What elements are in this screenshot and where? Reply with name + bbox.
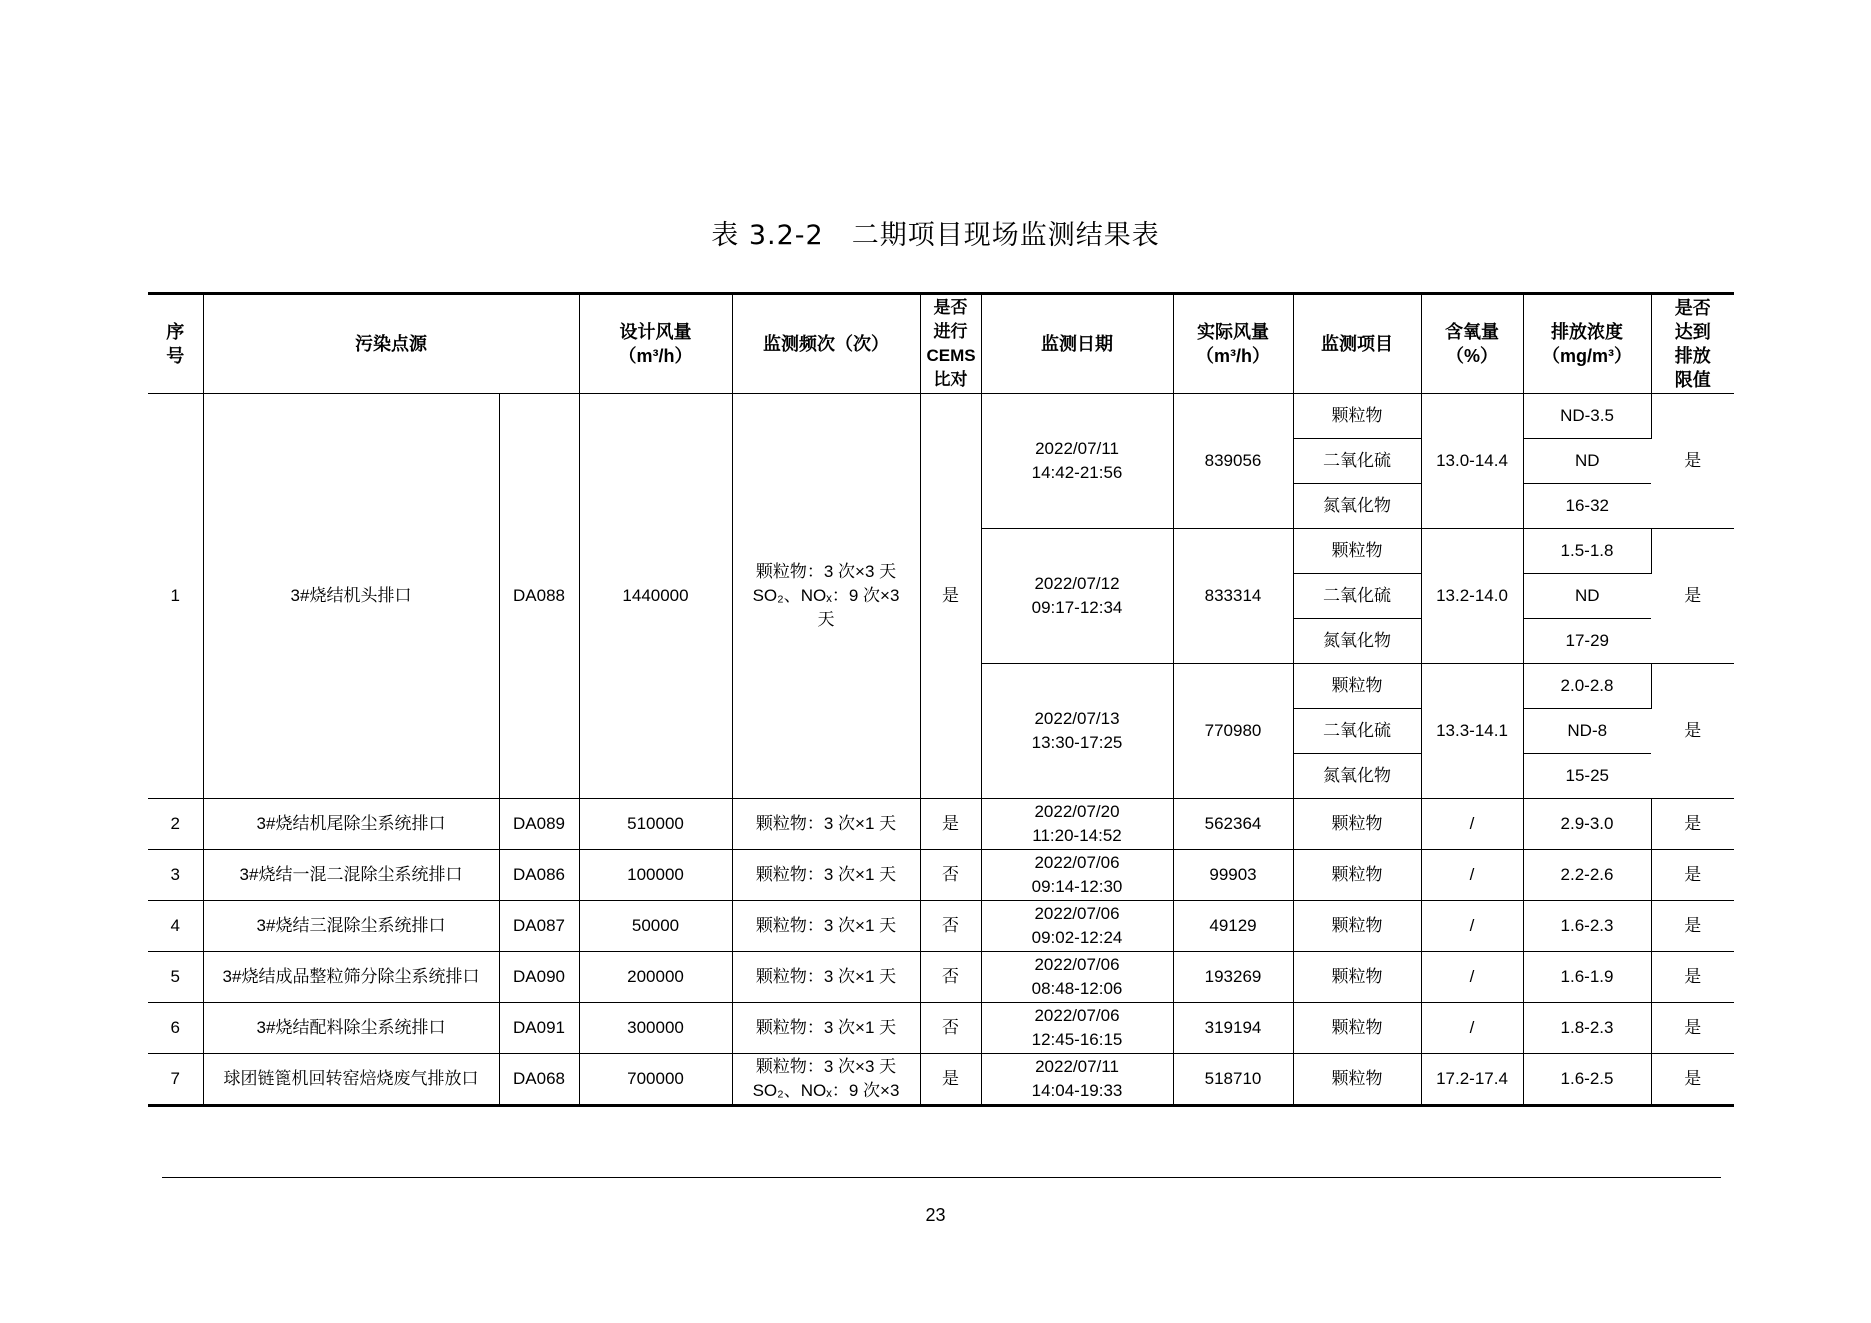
cell-conc: 16-32 [1523, 484, 1651, 529]
cell-design-flow: 510000 [579, 799, 732, 850]
cell-code: DA087 [499, 901, 579, 952]
cell-seq: 4 [148, 901, 203, 952]
cell-item: 颗粒物 [1293, 664, 1421, 709]
cell-conc: 15-25 [1523, 754, 1651, 799]
cell-item: 氮氧化物 [1293, 754, 1421, 799]
table-row [148, 1054, 1734, 1106]
cell-frequency: 颗粒物：3 次×1 天 [732, 901, 920, 952]
cell-seq: 3 [148, 850, 203, 901]
cell-conc: ND-3.5 [1523, 394, 1651, 439]
cell-item: 颗粒物 [1293, 901, 1421, 952]
cell-item: 二氧化硫 [1293, 709, 1421, 754]
cell-oxygen: 13.2-14.0 [1421, 529, 1523, 664]
date-value: 2022/07/06 [1034, 1006, 1120, 1025]
cell-source: 3#烧结三混除尘系统排口 [203, 901, 499, 952]
cell-oxygen: 13.3-14.1 [1421, 664, 1523, 799]
cell-oxygen: 13.0-14.4 [1421, 394, 1523, 529]
cell-cems: 否 [920, 850, 981, 901]
header-actual-flow [1173, 294, 1293, 394]
cell-compliant: 是 [1651, 1003, 1734, 1054]
header-oxygen [1421, 294, 1523, 394]
cell-date [981, 901, 1173, 952]
cell-seq: 5 [148, 952, 203, 1003]
cell-actual-flow: 99903 [1173, 850, 1293, 901]
cell-cems: 否 [920, 952, 981, 1003]
table-row [148, 394, 1734, 439]
cell-code: DA088 [499, 394, 579, 799]
cell-seq: 7 [148, 1054, 203, 1106]
cell-conc: 2.0-2.8 [1523, 664, 1651, 709]
cell-code: DA086 [499, 850, 579, 901]
date-value: 2022/07/06 [1034, 904, 1120, 923]
header-cems: 是否进行CEMS比对 [920, 294, 981, 394]
footer-rule [162, 1177, 1721, 1178]
time-value: 09:17-12:34 [1031, 598, 1123, 617]
cell-cems: 否 [920, 1003, 981, 1054]
cell-conc: 1.6-2.5 [1523, 1054, 1651, 1106]
monitoring-results-table [148, 292, 1734, 1107]
cell-conc: ND [1523, 439, 1651, 484]
cell-conc: ND-8 [1523, 709, 1651, 754]
cell-cems: 是 [920, 1054, 981, 1106]
cell-compliant: 是 [1651, 799, 1734, 850]
table-row [148, 901, 1734, 952]
header-date: 监测日期 [981, 294, 1173, 394]
cell-code: DA091 [499, 1003, 579, 1054]
cell-item: 氮氧化物 [1293, 619, 1421, 664]
header-design-flow-label: 设计风量 [619, 322, 692, 342]
cell-design-flow: 300000 [579, 1003, 732, 1054]
cell-item: 颗粒物 [1293, 850, 1421, 901]
header-oxygen-label: 含氧量 [1445, 322, 1499, 342]
cell-code: DA089 [499, 799, 579, 850]
cell-oxygen: 17.2-17.4 [1421, 1054, 1523, 1106]
cell-actual-flow: 518710 [1173, 1054, 1293, 1106]
header-row [148, 294, 1734, 394]
header-source: 污染点源 [203, 294, 579, 394]
header-actual-flow-unit: （m³/h） [1196, 346, 1270, 366]
cell-date [981, 529, 1173, 664]
date-value: 2022/07/12 [1034, 574, 1120, 593]
cell-date [981, 394, 1173, 529]
cell-seq: 6 [148, 1003, 203, 1054]
cell-cems: 是 [920, 394, 981, 799]
date-value: 2022/07/11 [1035, 1057, 1119, 1076]
cell-actual-flow: 833314 [1173, 529, 1293, 664]
header-conc [1523, 294, 1651, 394]
time-value: 14:04-19:33 [1031, 1081, 1123, 1100]
time-value: 14:42-21:56 [1031, 463, 1123, 482]
cell-source: 球团链篦机回转窑焙烧废气排放口 [203, 1054, 499, 1106]
cell-source: 3#烧结配料除尘系统排口 [203, 1003, 499, 1054]
cell-conc: 1.8-2.3 [1523, 1003, 1651, 1054]
cell-item: 颗粒物 [1293, 799, 1421, 850]
cell-conc: 1.6-1.9 [1523, 952, 1651, 1003]
table-row [148, 1003, 1734, 1054]
cell-seq: 1 [148, 394, 203, 799]
frequency-line-1: 颗粒物：3 次×3 天 [755, 1057, 897, 1076]
header-design-flow-unit: （m³/h） [618, 346, 693, 366]
cell-seq: 2 [148, 799, 203, 850]
cell-compliant: 是 [1651, 664, 1734, 799]
date-value: 2022/07/06 [1034, 853, 1120, 872]
page-number: 23 [925, 1205, 946, 1225]
header-item: 监测项目 [1293, 294, 1421, 394]
cell-item: 二氧化硫 [1293, 439, 1421, 484]
cell-oxygen: / [1421, 799, 1523, 850]
header-actual-flow-label: 实际风量 [1197, 322, 1269, 342]
cell-frequency: 颗粒物：3 次×1 天 [732, 952, 920, 1003]
cell-compliant: 是 [1651, 394, 1734, 529]
cell-cems: 是 [920, 799, 981, 850]
cell-source: 3#烧结成品整粒筛分除尘系统排口 [203, 952, 499, 1003]
cell-frequency [732, 1054, 920, 1106]
cell-source: 3#烧结机头排口 [203, 394, 499, 799]
cell-actual-flow: 193269 [1173, 952, 1293, 1003]
cell-item: 颗粒物 [1293, 394, 1421, 439]
cell-cems: 否 [920, 901, 981, 952]
time-value: 09:02-12:24 [1031, 928, 1123, 947]
cell-date [981, 1054, 1173, 1106]
cell-oxygen: / [1421, 850, 1523, 901]
cell-date [981, 799, 1173, 850]
cell-design-flow: 1440000 [579, 394, 732, 799]
cell-item: 颗粒物 [1293, 1054, 1421, 1106]
date-value: 2022/07/06 [1034, 955, 1120, 974]
cell-oxygen: / [1421, 1003, 1523, 1054]
date-value: 2022/07/20 [1034, 802, 1120, 821]
cell-source: 3#烧结机尾除尘系统排口 [203, 799, 499, 850]
cell-compliant: 是 [1651, 952, 1734, 1003]
table-row [148, 850, 1734, 901]
cell-compliant: 是 [1651, 850, 1734, 901]
header-oxygen-unit: （%） [1445, 346, 1498, 366]
cell-date [981, 1003, 1173, 1054]
cell-frequency: 颗粒物：3 次×1 天 [732, 850, 920, 901]
header-seq: 序号 [148, 294, 203, 394]
date-value: 2022/07/13 [1034, 709, 1120, 728]
cell-conc: ND [1523, 574, 1651, 619]
cell-compliant: 是 [1651, 1054, 1734, 1106]
cell-conc: 1.6-2.3 [1523, 901, 1651, 952]
header-frequency: 监测频次（次） [732, 294, 920, 394]
date-value: 2022/07/11 [1035, 439, 1119, 458]
cell-actual-flow: 839056 [1173, 394, 1293, 529]
cell-design-flow: 700000 [579, 1054, 732, 1106]
cell-conc: 1.5-1.8 [1523, 529, 1651, 574]
cell-frequency: 颗粒物：3 次×1 天 [732, 799, 920, 850]
cell-oxygen: / [1421, 952, 1523, 1003]
time-value: 13:30-17:25 [1031, 733, 1123, 752]
cell-actual-flow: 770980 [1173, 664, 1293, 799]
table-title: 表 3.2-2 二期项目现场监测结果表 [711, 220, 1160, 251]
cell-design-flow: 100000 [579, 850, 732, 901]
cell-source: 3#烧结一混二混除尘系统排口 [203, 850, 499, 901]
cell-design-flow: 50000 [579, 901, 732, 952]
cell-actual-flow: 49129 [1173, 901, 1293, 952]
cell-actual-flow: 562364 [1173, 799, 1293, 850]
cell-code: DA090 [499, 952, 579, 1003]
cell-item: 颗粒物 [1293, 529, 1421, 574]
cell-conc: 2.9-3.0 [1523, 799, 1651, 850]
cell-compliant: 是 [1651, 901, 1734, 952]
frequency-line-2: SO₂、NOₓ：9 次×3 天 [752, 586, 900, 629]
cell-date [981, 952, 1173, 1003]
cell-conc: 17-29 [1523, 619, 1651, 664]
cell-date [981, 664, 1173, 799]
cell-oxygen: / [1421, 901, 1523, 952]
time-value: 12:45-16:15 [1031, 1030, 1123, 1049]
cell-frequency: 颗粒物：3 次×1 天 [732, 1003, 920, 1054]
cell-conc: 2.2-2.6 [1523, 850, 1651, 901]
frequency-line-2: SO₂、NOₓ：9 次×3 [752, 1081, 900, 1100]
cell-item: 颗粒物 [1293, 1003, 1421, 1054]
cell-date [981, 850, 1173, 901]
cell-frequency [732, 394, 920, 799]
header-conc-label: 排放浓度 [1551, 322, 1623, 342]
frequency-line-1: 颗粒物：3 次×3 天 [755, 562, 897, 581]
cell-item: 颗粒物 [1293, 952, 1421, 1003]
time-value: 11:20-14:52 [1032, 826, 1122, 845]
header-design-flow [579, 294, 732, 394]
table-row [148, 799, 1734, 850]
table-row [148, 952, 1734, 1003]
cell-design-flow: 200000 [579, 952, 732, 1003]
cell-code: DA068 [499, 1054, 579, 1106]
cell-item: 二氧化硫 [1293, 574, 1421, 619]
time-value: 09:14-12:30 [1031, 877, 1123, 896]
cell-actual-flow: 319194 [1173, 1003, 1293, 1054]
header-conc-unit: （mg/m³） [1542, 346, 1632, 366]
header-compliant: 是否达到排放限值 [1651, 294, 1734, 394]
cell-item: 氮氧化物 [1293, 484, 1421, 529]
cell-compliant: 是 [1651, 529, 1734, 664]
time-value: 08:48-12:06 [1031, 979, 1123, 998]
